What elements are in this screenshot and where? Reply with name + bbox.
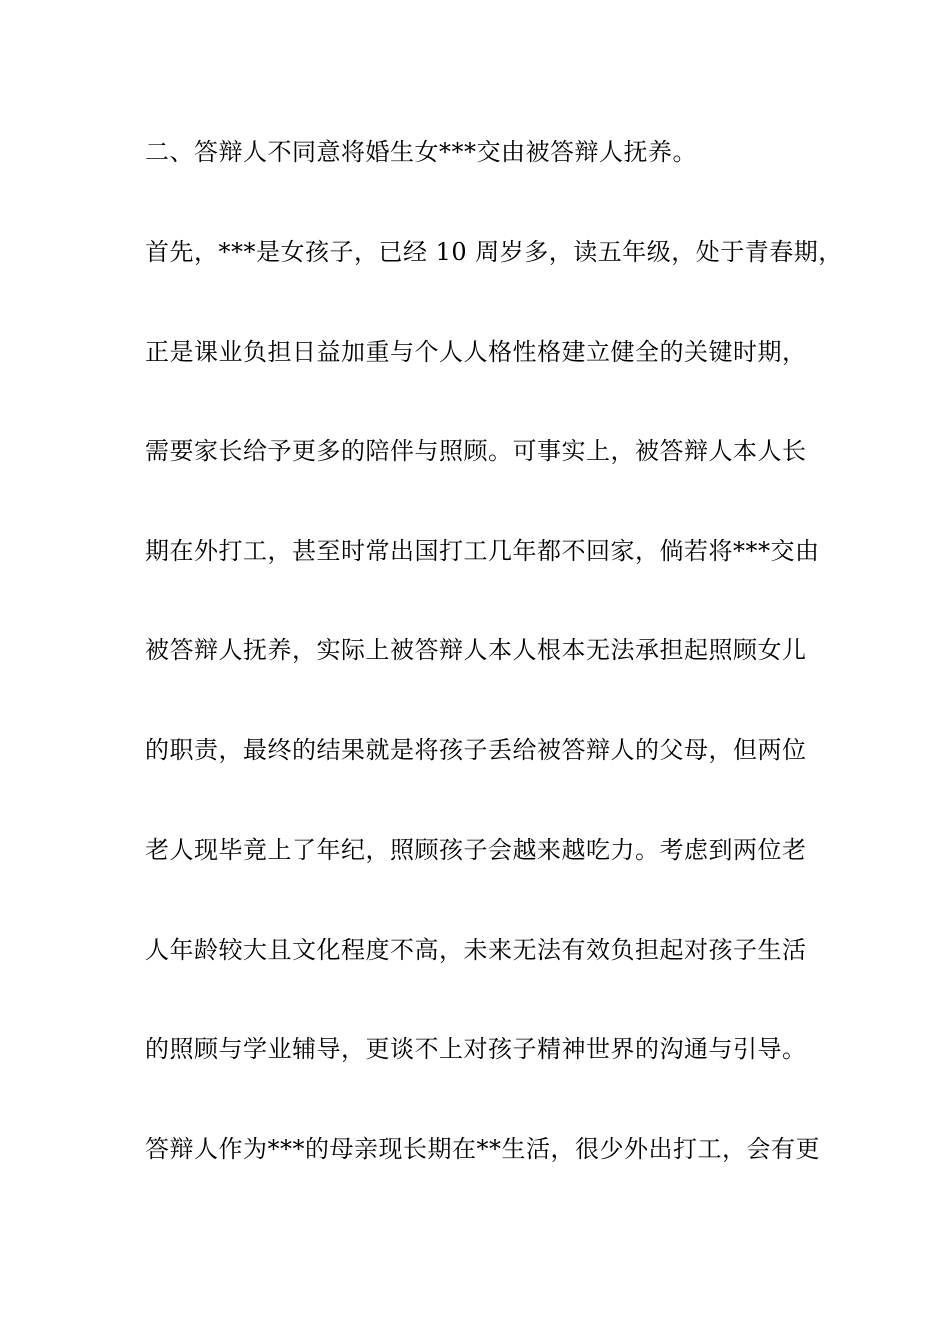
text-line: 被答辩人抚养，实际上被答辩人本人根本无法承担起照顾女儿	[145, 636, 807, 664]
text-line: 期在外打工，甚至时常出国打工几年都不回家，倘若将***交由	[145, 537, 820, 565]
text-line: 人年龄较大且文化程度不高，未来无法有效负担起对孩子生活	[145, 936, 807, 964]
section-heading: 二、答辩人不同意将婚生女***交由被答辩人抚养。	[145, 138, 697, 166]
text-line: 正是课业负担日益加重与个人人格性格建立健全的关键时期，	[145, 338, 807, 366]
text-line: 的照顾与学业辅导，更谈不上对孩子精神世界的沟通与引导。	[145, 1035, 807, 1063]
text-line: 答辩人作为***的母亲现长期在**生活，很少外出打工，会有更	[145, 1135, 820, 1163]
text-line: 老人现毕竟上了年纪，照顾孩子会越来越吃力。考虑到两位老	[145, 836, 807, 864]
text-line: 的职责，最终的结果就是将孩子丢给被答辩人的父母，但两位	[145, 736, 807, 764]
text-line: 需要家长给予更多的陪伴与照顾。可事实上，被答辩人本人长	[145, 437, 807, 465]
text-line: 首先，***是女孩子，已经 10 周岁多，读五年级，处于青春期，	[145, 238, 843, 266]
